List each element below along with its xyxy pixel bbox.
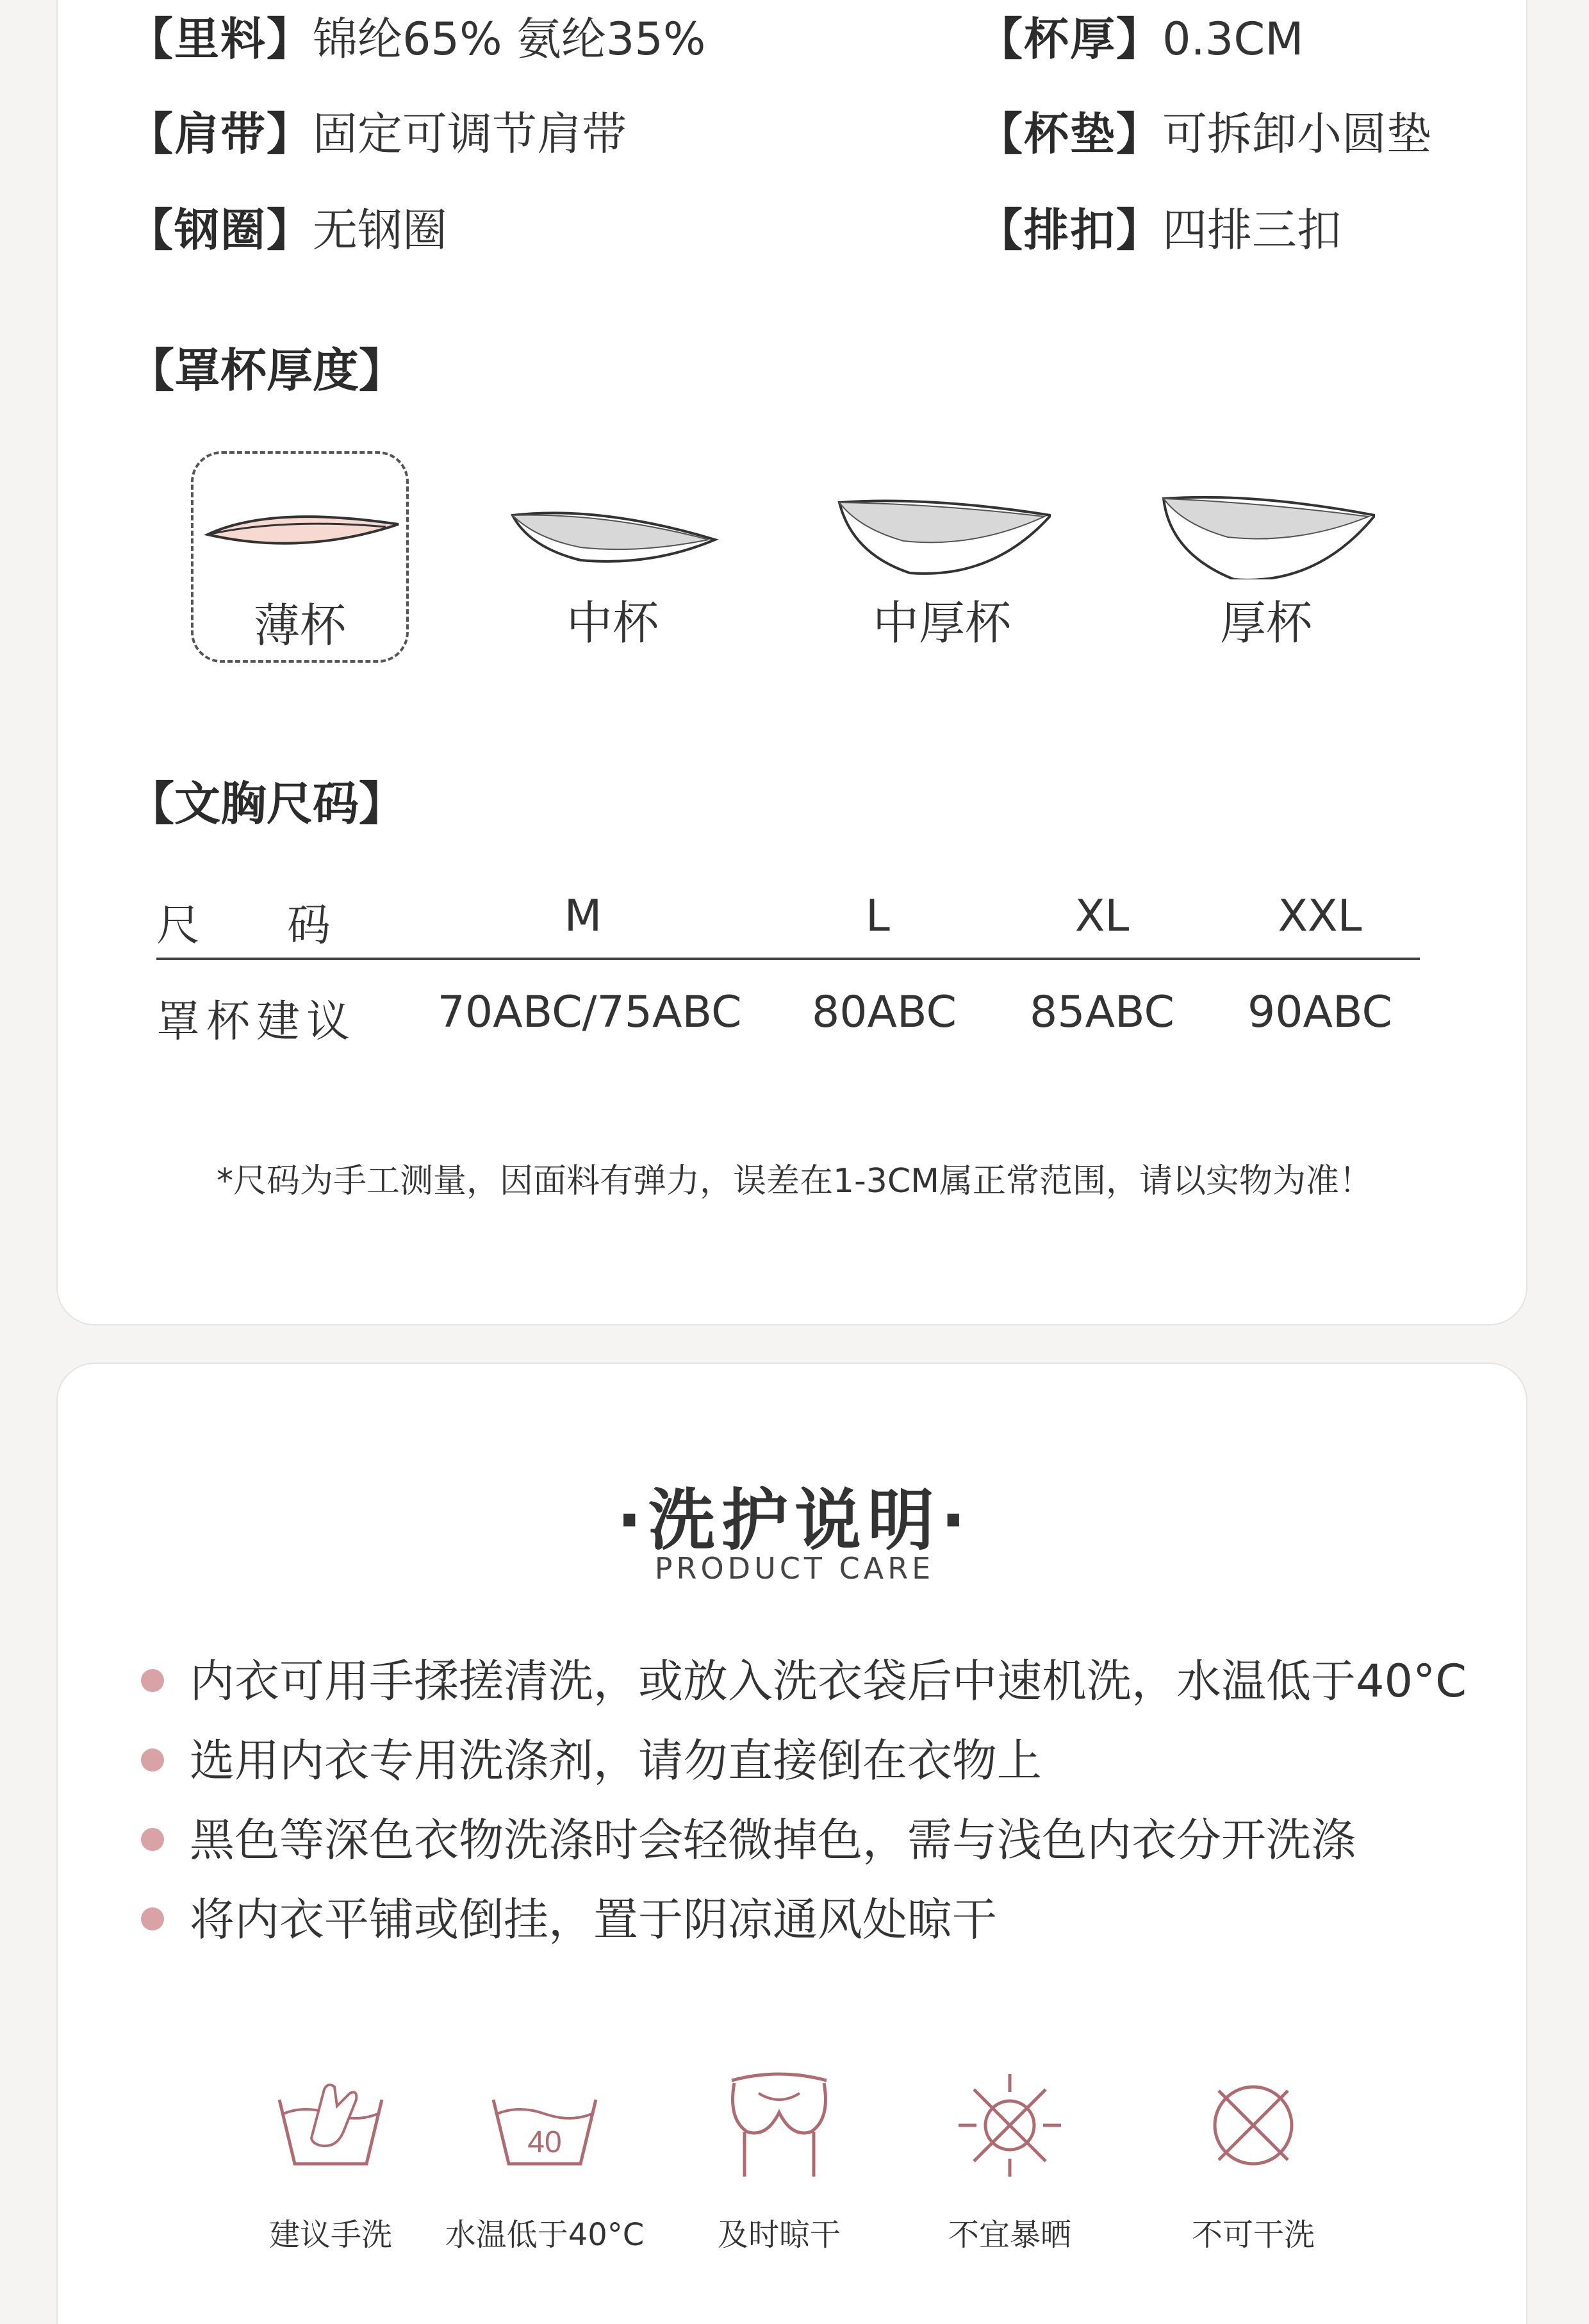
size-note: *尺码为手工测量，因面料有弹力，误差在1-3CM属正常范围，请以实物为准！ [216, 1162, 1373, 1200]
table-cell-xl: 85ABC [1030, 987, 1174, 1038]
spec-pad: 【杯垫】可拆卸小圆垫 [978, 108, 1431, 160]
cup-option-medium-thick[interactable] [833, 451, 1051, 663]
table-header-l: L [866, 891, 890, 942]
hand-wash-icon [273, 2068, 388, 2183]
size-title: 【文胸尺码】 [128, 777, 406, 831]
wash-temp-text: 40 [527, 2125, 562, 2159]
table-header-m: M [564, 891, 602, 942]
bullet-dot-icon [141, 1748, 164, 1772]
cup-option-label: 中杯 [566, 596, 659, 650]
care-icon-label: 水温低于40°C [445, 2217, 645, 2253]
table-header-size: 尺 码 [156, 901, 331, 951]
table-row-label: 罩杯建议 [156, 997, 357, 1047]
table-header-xl: XL [1074, 891, 1130, 942]
table-cell-m: 70ABC/75ABC [437, 987, 742, 1038]
care-icon-label: 及时晾干 [717, 2217, 841, 2253]
spec-cup-thickness: 【杯厚】0.3CM [978, 13, 1304, 65]
medium-cup-icon [504, 477, 721, 579]
table-divider [156, 958, 1420, 960]
cup-option-thick[interactable] [1157, 451, 1375, 663]
thick-cup-icon [1157, 477, 1375, 579]
medium-thick-cup-icon [833, 477, 1051, 579]
care-icon-no-sun [926, 2068, 1093, 2260]
table-cell-l: 80ABC [812, 987, 957, 1038]
table-header-xxl: XXL [1278, 891, 1362, 942]
cup-option-label: 中厚杯 [872, 596, 1011, 650]
care-icon-label: 不宜暴晒 [948, 2217, 1071, 2253]
care-item: 内衣可用手揉搓清洗，或放入洗衣袋后中速机洗，水温低于40°C [141, 1652, 1467, 1710]
cup-option-thin[interactable] [191, 451, 409, 663]
bullet-dot-icon [141, 1828, 164, 1851]
care-icon-label: 不可干洗 [1191, 2217, 1315, 2253]
care-subtitle: PRODUCT CARE [654, 1551, 935, 1586]
care-icon-wash-40 [445, 2068, 645, 2260]
care-icon-no-dry-clean [1170, 2068, 1337, 2260]
thickness-title: 【罩杯厚度】 [128, 344, 406, 397]
wash-40-icon [487, 2068, 602, 2183]
cup-option-medium[interactable] [504, 451, 721, 663]
care-icon-label: 建议手洗 [268, 2217, 392, 2253]
care-item: 黑色等深色衣物洗涤时会轻微掉色，需与浅色内衣分开洗涤 [141, 1811, 1356, 1869]
no-sun-icon [952, 2068, 1067, 2183]
bullet-dot-icon [141, 1669, 164, 1692]
table-cell-xxl: 90ABC [1247, 987, 1392, 1038]
care-icon-hand-wash [247, 2068, 414, 2260]
no-dry-clean-icon [1196, 2068, 1311, 2183]
care-icon-hang-dry [696, 2068, 862, 2260]
hang-dry-icon [721, 2068, 837, 2183]
cup-option-label: 厚杯 [1219, 596, 1312, 650]
spec-wire: 【钢圈】无钢圈 [128, 204, 447, 256]
care-title: ·洗护说明· [616, 1481, 973, 1559]
care-item: 将内衣平铺或倒挂，置于阴凉通风处晾干 [141, 1891, 997, 1948]
spec-lining: 【里料】锦纶65% 氨纶35% [128, 13, 706, 65]
bullet-dot-icon [141, 1907, 164, 1930]
spec-card [56, 0, 1527, 1325]
spec-hooks: 【排扣】四排三扣 [978, 204, 1342, 256]
cup-option-label: 薄杯 [253, 599, 346, 652]
spec-strap: 【肩带】固定可调节肩带 [128, 108, 627, 160]
thin-cup-icon [193, 479, 411, 582]
care-item: 选用内衣专用洗涤剂，请勿直接倒在衣物上 [141, 1732, 1042, 1789]
